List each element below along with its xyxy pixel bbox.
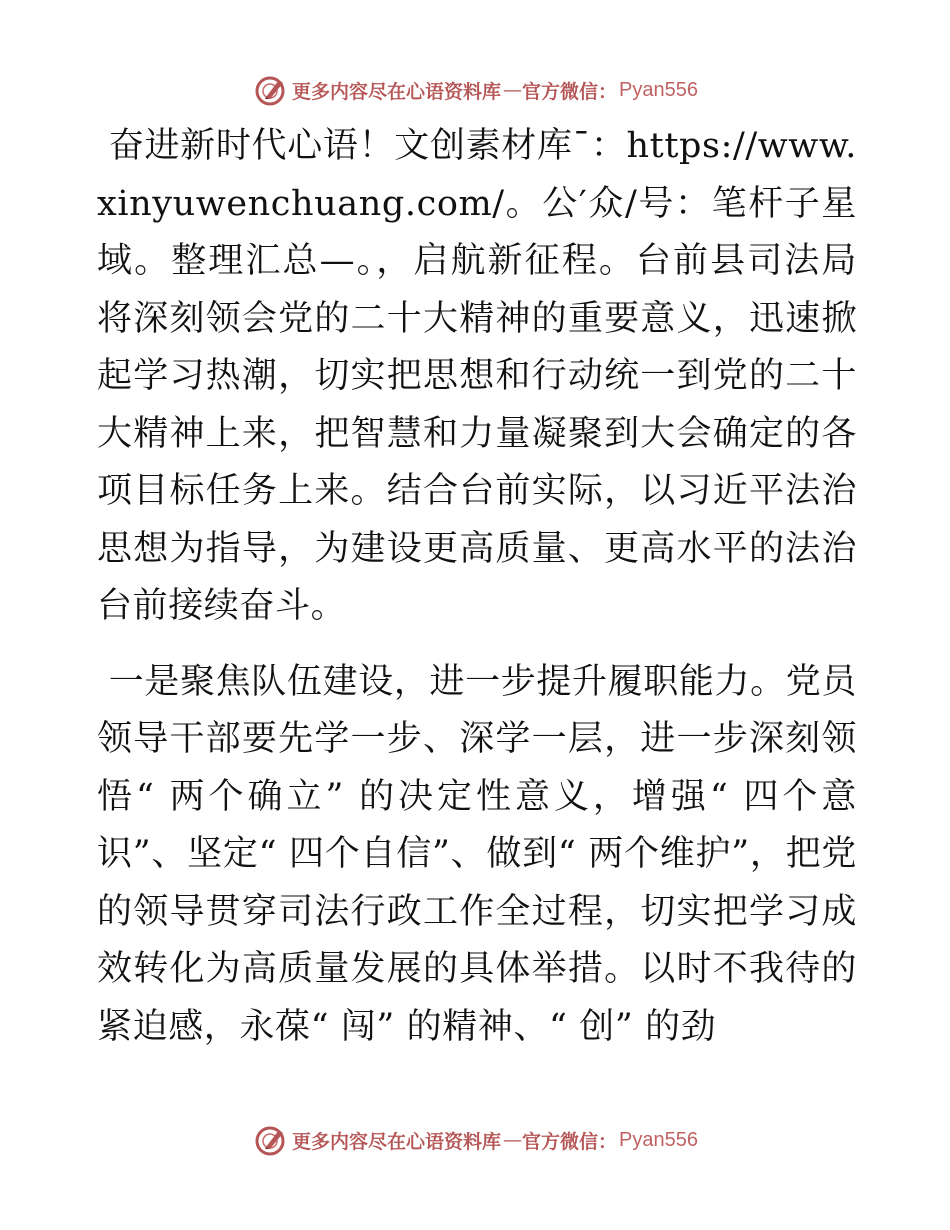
banner-handle: Pyan556 [619,78,698,101]
paragraph-2: 一是聚焦队伍建设，进一步提升履职能力。党员领导干部要先学一步、深学一层，进一步深刻领悟“ 两个确立” 的决定性意义，增强“ 四个意识”、坚定“ 四个自信”、做到“ 两个维护”，把党的领导贯穿司法行政工作全过程，切实把学习成效转化为高质量发展的具体举措。以时不我待的紧迫感，永葆“ 闯” 的精神、“ 创” 的劲 [97,661,857,1047]
header-banner [0,70,950,110]
banner-text: 更多内容尽在心语资料库 [292,80,502,103]
pen-logo-icon [252,1122,288,1158]
pen-logo-icon [252,72,288,108]
banner-separator: — [503,79,521,101]
paragraph-1: 奋进新时代心语！文创素材库¯：https://www.xinyuwenchuang.com/。公′众/号：笔杆子星域。整理汇总—。，启航新征程。台前县司法局将深刻领会党的二十大精神的重要意义，迅速掀起学习热潮，切实把思想和行动统一到党的二十大精神上来，把智慧和力量凝聚到大会确定的各项目标任务上来。结合台前实际，以习近平法治思想为指导，为建设更高质量、更高水平的法治台前接续奋斗。 [97,126,857,626]
banner-label: 官方微信： [522,80,618,103]
banner-label: 官方微信： [522,1130,618,1153]
banner-text: 更多内容尽在心语资料库 [292,1130,502,1153]
banner-handle: Pyan556 [619,1128,698,1151]
document-body [97,118,857,1056]
footer-banner [0,1120,950,1160]
banner-separator: — [503,1129,521,1151]
